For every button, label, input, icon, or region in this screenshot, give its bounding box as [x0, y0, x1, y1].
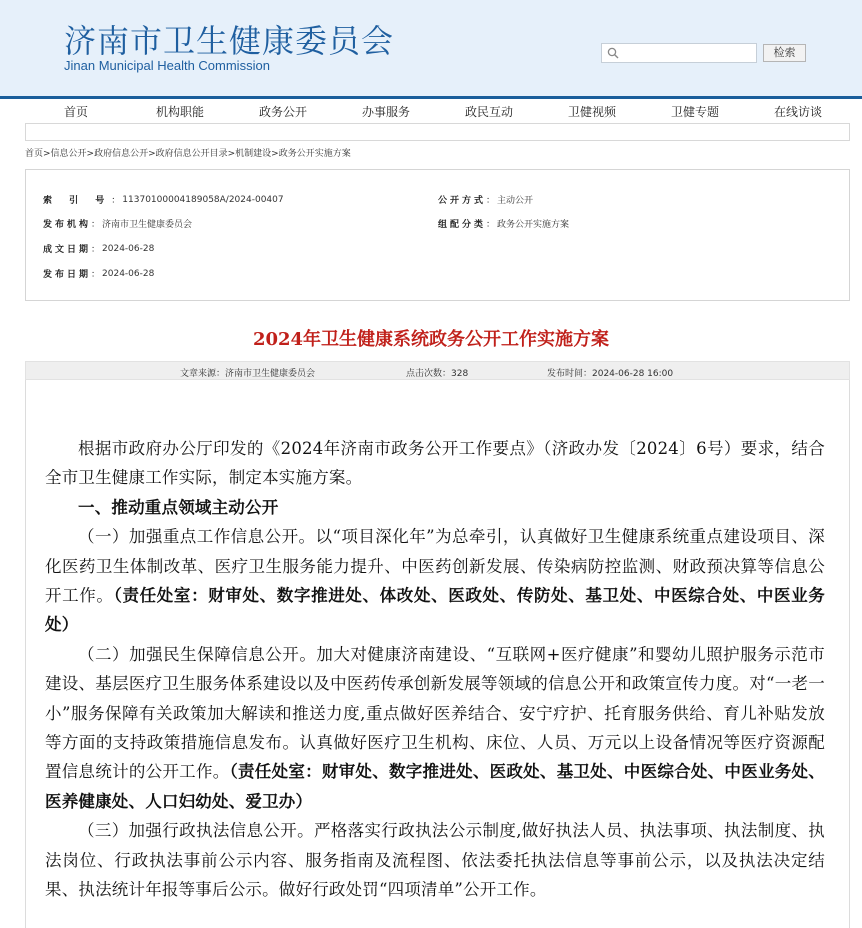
info-index-label: 索 引 号	[43, 196, 112, 206]
info-category-value: 政务公开实施方案	[497, 220, 570, 230]
info-colon: ：	[91, 270, 101, 280]
nav-item-topics[interactable]: 卫健专题	[670, 105, 720, 119]
content-paragraph	[45, 640, 825, 816]
article-content	[45, 434, 825, 905]
info-category-label: 组配分类	[438, 220, 487, 230]
info-colon: ：	[486, 220, 496, 230]
paragraph-text: 严格落实行政执法公示制度,做好执法人员、执法事项、执法制度、执法岗位、行政执法事前公示内容、服务指南及流程图、依法委托执法信息等事前公示，以及执法决定结果、执法统计年报等事后公示。做好行政处罚“四项清单”公开工作。	[45, 821, 825, 900]
info-open-mode	[438, 193, 533, 206]
nav-item-videos[interactable]: 卫健视频	[567, 105, 617, 119]
content-paragraph	[45, 522, 825, 640]
article-meta-bar	[25, 361, 850, 380]
search-box[interactable]	[601, 43, 757, 63]
info-category	[438, 217, 569, 230]
article-source: 文章来源：济南市卫生健康委员会	[180, 369, 316, 379]
site-header	[0, 0, 862, 96]
info-colon: ：	[486, 196, 496, 206]
nav-item-interviews[interactable]: 在线访谈	[773, 105, 823, 119]
search-icon	[607, 47, 619, 59]
info-published-value: 2024-06-28	[102, 268, 155, 279]
article-clicks: 点击次数：328	[406, 369, 469, 379]
info-publisher-value: 济南市卫生健康委员会	[102, 220, 193, 230]
search-button[interactable]: 检索	[763, 44, 806, 62]
breadcrumb[interactable]: 首页>信息公开>政府信息公开>政府信息公开目录>机制建设>政务公开实施方案	[25, 149, 351, 159]
nav-item-services[interactable]: 办事服务	[361, 105, 411, 119]
info-created	[43, 242, 154, 255]
main-nav	[25, 100, 850, 121]
content-paragraph	[45, 816, 825, 904]
paragraph-text: 加大对健康济南建设、“互联网+医疗健康”和婴幼儿照护服务示范市建设、基层医疗卫生服务体系建设以及中医药传承创新发展等领域的信息公开和政策宣传力度。对“一老一小”服务保障有关政策加大解读和推送力度,重点做好医养结合、安宁疗护、托育服务供给、育儿补贴发放等方面的支持政策措施信息发布。认真做好医疗卫生机构、床位、人员、万元以上设备情况等医疗资源配置信息统计的公开工作。	[45, 644, 825, 782]
nav-item-gov-affairs[interactable]: 政务公开	[258, 105, 308, 119]
nav-item-functions[interactable]: 机构职能	[155, 105, 205, 119]
content-paragraph: 根据市政府办公厅印发的《2024年济南市政务公开工作要点》（济政办发〔2024〕6号）要求，结合全市卫生健康工作实际，制定本实施方案。	[45, 439, 825, 488]
article-publish-time: 发布时间：2024-06-28 16:00	[547, 369, 674, 379]
paragraph-text: 以“项目深化年”为总牵引，认真做好卫生健康系统重点建设项目、深化医药卫生体制改革、医疗卫生服务能力提升、中医药创新发展、传染病防控监测、财政预决算等信息公开工作。	[45, 527, 825, 606]
header-divider	[0, 96, 862, 99]
info-publisher-label: 发布机构	[43, 220, 92, 230]
content-heading: 一、推动重点领域主动公开	[78, 497, 279, 517]
info-colon: ：	[91, 220, 101, 230]
info-created-value: 2024-06-28	[102, 243, 155, 254]
paragraph-lead: （三）加强行政执法信息公开。	[78, 821, 314, 841]
info-colon: ：	[111, 196, 121, 206]
nav-item-home[interactable]: 首页	[63, 105, 89, 119]
sub-nav-strip	[25, 123, 850, 141]
site-logo-title[interactable]: 济南市卫生健康委员会	[64, 22, 395, 60]
nav-item-interaction[interactable]: 政民互动	[464, 105, 514, 119]
info-publisher	[43, 217, 192, 230]
paragraph-lead: （一）加强重点工作信息公开。	[78, 527, 316, 547]
search-input[interactable]	[622, 45, 754, 61]
info-colon: ：	[91, 245, 101, 255]
site-logo-subtitle: Jinan Municipal Health Commission	[64, 58, 270, 73]
info-created-label: 成文日期	[43, 245, 92, 255]
info-published-label: 发布日期	[43, 270, 92, 280]
document-info-box	[25, 169, 850, 301]
responsibility-note: （责任处室：财审处、数字推进处、医政处、基卫处、中医综合处、中医业务处、医养健康处、人口妇幼处、爱卫办）	[45, 762, 825, 811]
info-index	[43, 193, 284, 206]
paragraph-lead: （二）加强民生保障信息公开。	[78, 644, 317, 664]
info-published	[43, 267, 154, 280]
info-open-mode-label: 公开方式	[438, 196, 487, 206]
document-title: 2024年卫生健康系统政务公开工作实施方案	[252, 329, 610, 350]
info-index-value: 11370100004189058A/2024-00407	[122, 194, 284, 205]
info-open-mode-value: 主动公开	[497, 196, 534, 206]
responsibility-note: （责任处室：财审处、数字推进处、体改处、医政处、传防处、基卫处、中医综合处、中医业务处）	[45, 586, 825, 635]
